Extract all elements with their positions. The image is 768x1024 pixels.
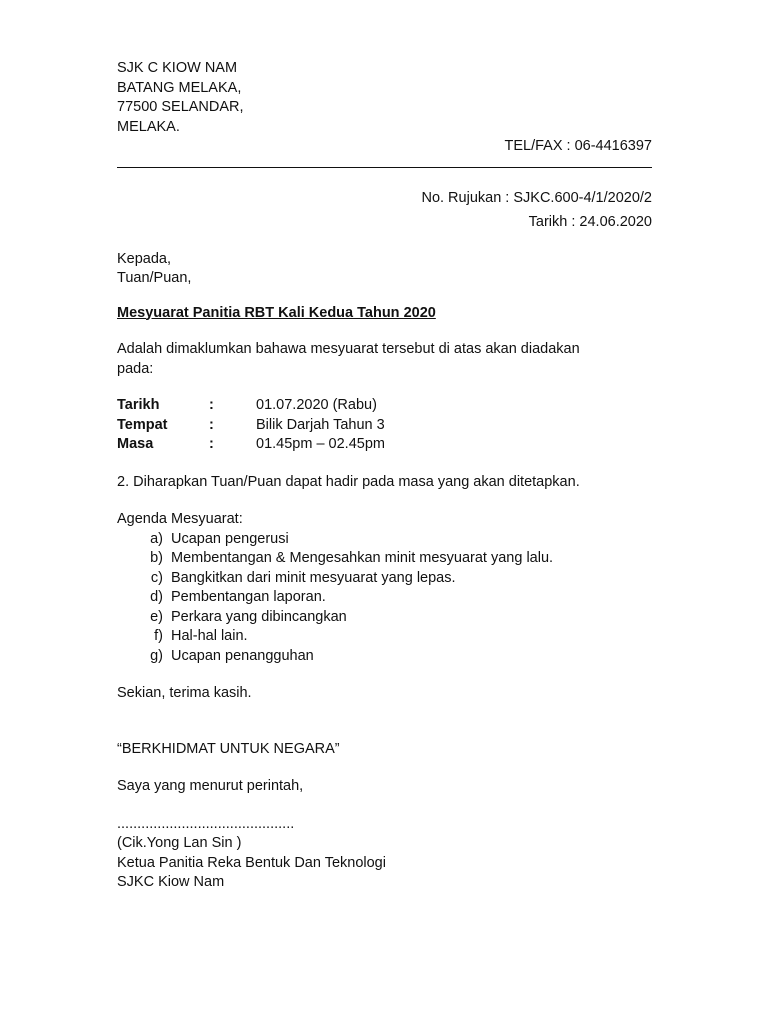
details-colon: :	[209, 436, 214, 452]
agenda-marker: g)	[150, 647, 163, 664]
details-label: Tempat	[117, 416, 168, 433]
agenda-text: Bangkitkan dari minit mesyuarat yang lepas.	[171, 569, 456, 586]
agenda-text: Membentangan & Mengesahkan minit mesyuarat yang lalu.	[171, 550, 554, 566]
agenda-item	[117, 530, 652, 550]
closing-thanks: Sekian, terima kasih.	[117, 685, 252, 701]
signatory-school: SJKC Kiow Nam	[117, 874, 225, 890]
letter-date: Tarikh : 24.06.2020	[528, 214, 652, 230]
agenda-marker: a)	[150, 530, 163, 547]
signatory-name: (Cik.Yong Lan Sin )	[117, 835, 242, 851]
agenda-list	[117, 530, 652, 667]
closing-motto: “BERKHIDMAT UNTUK NEGARA”	[117, 740, 340, 757]
school-name: SJK C KIOW NAM	[117, 60, 238, 76]
details-value: 01.45pm – 02.45pm	[256, 436, 385, 452]
agenda-marker: b)	[150, 550, 163, 566]
meeting-title: Mesyuarat Panitia RBT Kali Kedua Tahun 2020	[117, 304, 436, 321]
recipient-block	[117, 250, 652, 289]
note-text: 2. Diharapkan Tuan/Puan dapat hadir pada masa yang akan ditetapkan.	[117, 473, 580, 490]
details-value: Bilik Darjah Tahun 3	[256, 416, 385, 433]
agenda-item	[117, 647, 652, 667]
recipient-line-2: Tuan/Puan,	[117, 270, 192, 286]
intro-line-2: pada:	[117, 360, 154, 377]
letter-page	[117, 59, 652, 893]
agenda-marker: e)	[150, 608, 163, 625]
details-row-time	[117, 435, 652, 455]
details-row-date	[117, 396, 652, 416]
agenda-marker: f)	[154, 628, 163, 644]
reference-block	[117, 189, 652, 233]
agenda-marker: d)	[150, 589, 163, 605]
agenda-marker: c)	[150, 569, 163, 586]
recipient-line-1: Kepada,	[117, 250, 172, 267]
closing-block	[117, 684, 652, 797]
agenda-block	[117, 510, 652, 666]
signatory-position: Ketua Panitia Reka Bentuk Dan Teknologi	[117, 854, 386, 871]
agenda-item	[117, 588, 652, 608]
letterhead	[117, 59, 652, 157]
agenda-text: Pembentangan laporan.	[171, 589, 326, 605]
agenda-text: Hal-hal lain.	[171, 628, 248, 644]
details-label: Masa	[117, 436, 154, 452]
agenda-text: Ucapan pengerusi	[171, 530, 289, 547]
agenda-item	[117, 627, 652, 647]
closing-obey: Saya yang menurut perintah,	[117, 778, 304, 794]
meeting-details	[117, 396, 652, 455]
agenda-heading: Agenda Mesyuarat:	[117, 511, 243, 527]
details-colon: :	[209, 416, 214, 433]
agenda-text: Ucapan penangguhan	[171, 647, 314, 664]
address-line-2: 77500 SELANDAR,	[117, 99, 244, 115]
details-value: 01.07.2020 (Rabu)	[256, 397, 377, 413]
signature-block	[117, 815, 652, 893]
details-row-venue	[117, 416, 652, 436]
address-line-3: MELAKA.	[117, 118, 180, 135]
signature-dots: ............................................	[117, 815, 295, 832]
address-line-1: BATANG MELAKA,	[117, 79, 242, 96]
attendance-note	[117, 473, 652, 493]
tel-fax: TEL/FAX : 06-4416397	[504, 138, 652, 154]
header-divider	[117, 167, 652, 168]
agenda-item	[117, 608, 652, 628]
intro-paragraph	[117, 340, 652, 379]
details-colon: :	[209, 397, 214, 413]
letter-title	[117, 304, 652, 324]
agenda-item	[117, 549, 652, 569]
intro-line-1: Adalah dimaklumkan bahawa mesyuarat tersebut di atas akan diadakan	[117, 341, 580, 357]
agenda-item	[117, 569, 652, 589]
agenda-text: Perkara yang dibincangkan	[171, 608, 347, 625]
reference-number: No. Rujukan : SJKC.600-4/1/2020/2	[421, 189, 652, 206]
details-label: Tarikh	[117, 397, 160, 413]
